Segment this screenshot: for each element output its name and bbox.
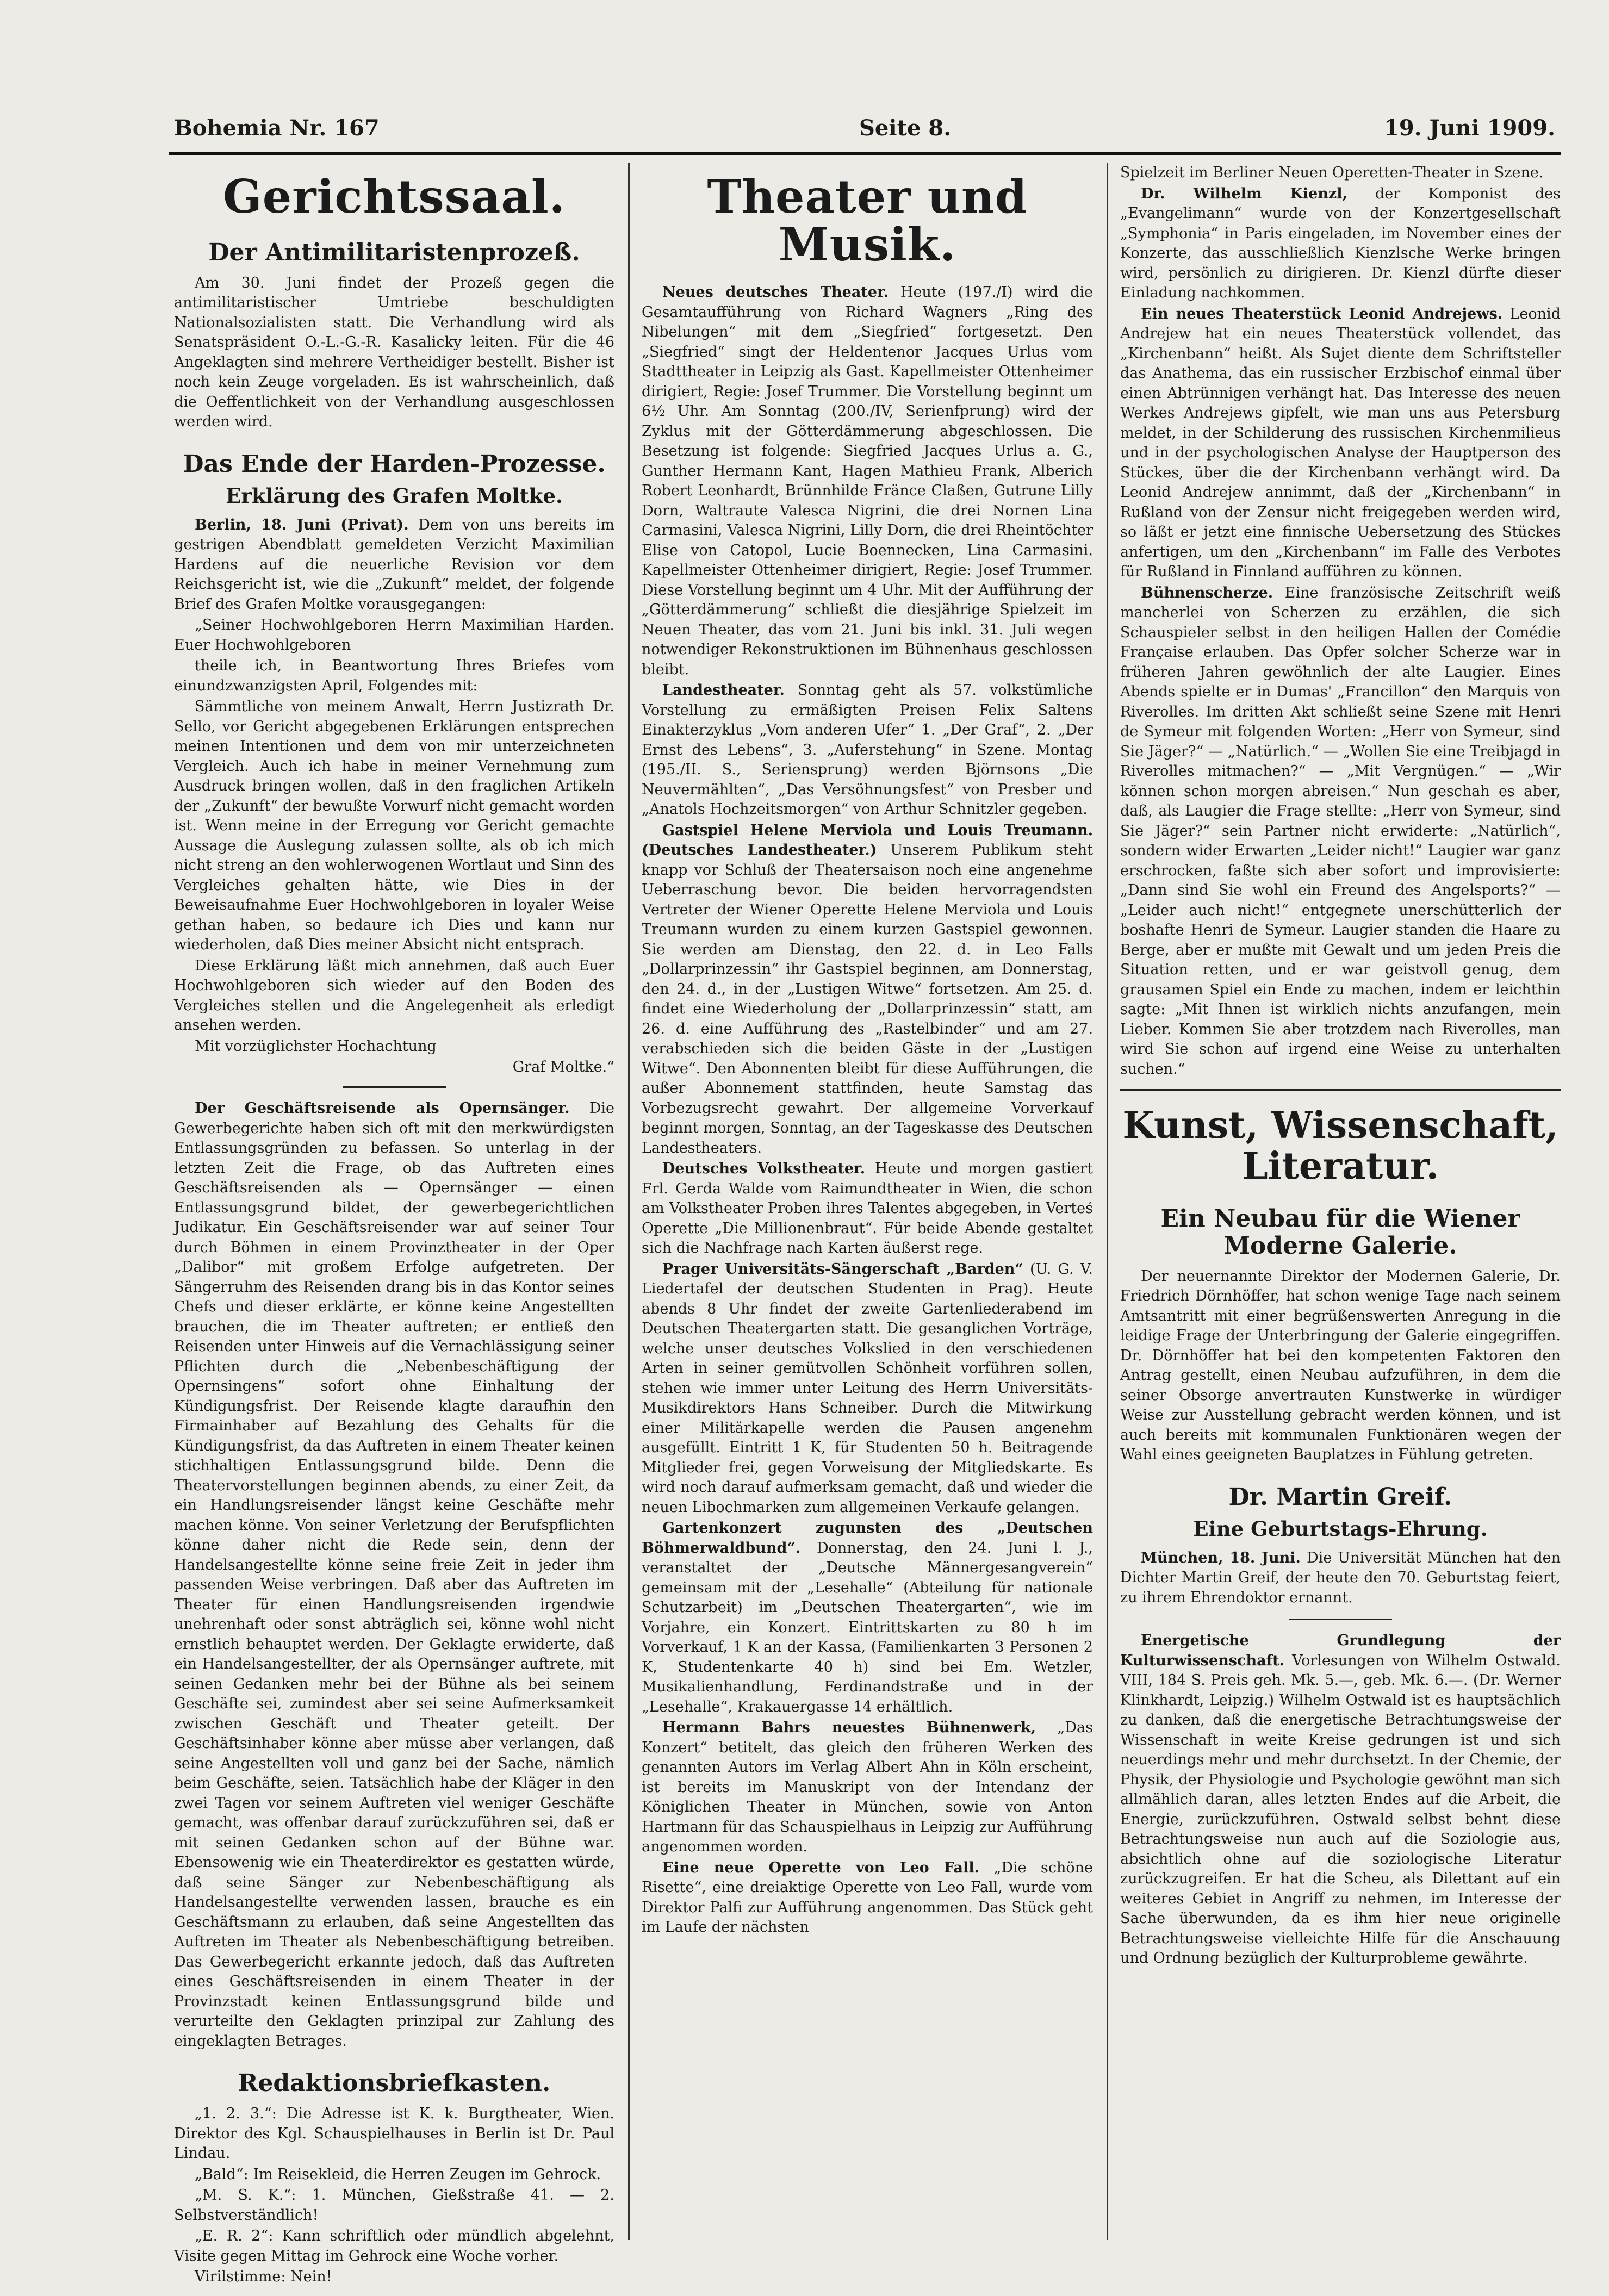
column-divider <box>1107 163 1108 2240</box>
article-title-greif: Dr. Martin Greif. <box>1228 1483 1452 1511</box>
article-paragraph: Neues deutsches Theater. Heute (197./I) wird die Gesamtaufführung von Richard Wagners „Ring des Nibelungen“ mit dem „Siegfried“ fortgesetzt. Den „Siegfried“ singt der Heldentenor Jacques Urlus vom Stadttheater in Leipzig als Gast. Kapellmeister Ottenheimer dirigiert, Regie: Josef Trummer. Die Vorstellung beginnt um 6½ Uhr. Am Sonntag (200./IV, Serienfprung) wird der Zyklus mit der Götterdämmerung abgeschlossen. Die Besetzung ist folgende: Siegfried Jacques Urlus a. G., Gunther Hermann Kant, Hagen Mathieu Frank, Alberich Robert Leonhardt, Brünnhilde Fränce Claßen, Gutrune Lilly Dorn, Waltraute Valesca Nigrini, die drei Nornen Lina Carmasini, Valesca Nigrini, Lilly Dorn, die drei Rheintöchter Elise von Catopol, Lucie Boennecken, Lina Carmasini. Kapellmeister Ottenheimer dirigiert, Regie: Josef Trummer. Diese Vorstellung beginnt um 4 Uhr. Mit der Aufführung der „Götterdämmerung“ schließt die diesjährige Spielzeit im Neuen Theater, das vom 21. Juni bis inkl. 31. Juli wegen notwendiger Rekonstruktionen im Bühnenhaus geschlossen bleibt. <box>642 284 1093 678</box>
column-gerichtssaal <box>174 163 614 2286</box>
letter-paragraph: Sämmtliche von meinem Anwalt, Herrn Justizrath Dr. Sello, vor Gericht abgegebenen Erklärungen entsprechen meinen Intentionen und dem von mir unterzeichneten Vergleich. Auch ich habe in meiner Vernehmung zum Ausdruck bringen wollen, daß in den fraglichen Artikeln der „Zukunft“ der bewußte Vorwurf nicht gemacht worden ist. Wenn meine in der Erregung vor Gericht gemachte Aussage die Auslegung zulassen sollte, als ob ich mich nicht streng an den wohlerwogenen Wortlaut und Sinn des Vergleiches gehalten hätte, wie Dies in der Beweisaufnahme Euer Hochwohlgeboren in loyaler Weise gethan haben, so bedaure ich Dies und kann nur wiederholen, daß Dies meiner Absicht nicht entsprach. <box>174 698 614 954</box>
article-paragraph: Der Geschäftsreisende als Opernsänger. Die Gewerbegerichte haben sich oft mit den merkwürdigsten Entlassungsgründen zu befassen. So unterlag in der letzten Zeit die Frage, ob das Auftreten eines Geschäftsreisenden als — Opernsänger — einen Entlassungsgrund bildet, der gewerbegerichtlichen Judikatur. Ein Geschäftsreisender war auf seiner Tour durch Böhmen in einem Provinztheater in der Oper „Dalibor“ mit großem Erfolge aufgetreten. Der Sängerruhm des Reisenden drang bis in das Kontor seines Chefs und dieser erklärte, er könne keine Angestellten brauchen, die im Theater auftreten; er entließ den Reisenden unter Hinweis auf die Vernachlässigung seiner Pflichten durch die „Nebenbeschäftigung der Opernsingens“ sofort ohne Einhaltung der Kündigungsfrist. Der Reisende klagte daraufhin den Firmainhaber auf Bezahlung des Gehalts für die Kündigungsfrist, da das Auftreten in einem Theater keinen stichhaltigen Entlassungsgrund bilde. Denn die Theatervorstellungen beginnen abends, zu einer Zeit, da ein Handlungsreisender längst keine Geschäfte mehr machen könne. Von seiner Verletzung der Berufspflichten könne daher nicht die Rede sein, denn der Handelsangestellte könne seine freie Zeit in jeder ihm passenden Weise verbringen. Daß aber das Auftreten im Theater für einen Handlungsreisenden irgendwie unehrenhaft oder sonst abträglich sei, könne wohl nicht ernstlich behauptet werden. Der Geklagte erwiderte, daß ein Handelsangestellter, der als Opernsänger auftrete, mit seinen Gedanken mehr bei der Bühne als bei seinem Geschäfte sei, zumindest aber sei seine Aufmerksamkeit zwischen Geschäft und Theater geteilt. Der Geschäftsinhaber könne aber müsse aber verlangen, daß seine Angestellten voll und ganz bei der Sache, nämlich beim Geschäfte, seien. Tatsächlich habe der Kläger in den zwei Tagen vor seinem Auftreten viel weniger Geschäfte gemacht, was offenbar darauf zurückzuführen sei, daß er mit seinen Gedanken schon auf der Bühne war. Ebensowenig wie ein Theaterdirektor es gestatten würde, daß seine Sänger zur Nebenbeschäftigung als Handelsangestellte verwenden lassen, brauche es ein Geschäftsmann zu erlauben, daß seine Angestellten das Auftreten im Theater als Nebenbeschäftigung betreiben. Das Gewerbegericht erkannte jedoch, daß das Auftreten eines Geschäftsreisenden in einem Theater in der Provinzstadt keinen Entlassungsgrund bilde und verurteilte den Geklagten prinzipal zur Zahlung des eingeklagten Betrages. <box>174 1100 614 2050</box>
masthead-publication: Bohemia Nr. 167 <box>174 115 380 141</box>
article-lead: Ein neues Theaterstück Leonid Andrejews. <box>1141 305 1503 322</box>
article-lead: Deutsches Volkstheater. <box>662 1160 866 1178</box>
section-title-kunst: Kunst, Wissenschaft, Literatur. <box>1120 1089 1561 1187</box>
article-paragraph: München, 18. Juni. Die Universität München hat den Dichter Martin Greif, der heute den 70. Geburtstag feiert, zu ihrem Ehrendoktor ernannt. <box>1120 1549 1561 1606</box>
article-paragraph: Landestheater. Sonntag geht als 57. volkstümliche Vorstellung zu ermäßigten Preisen Felix Saltens Einakterzyklus „Vom anderen Ufer“ 1. „Der Graf“, 2. „Der Ernst des Lebens“, 3. „Auferstehung“ in Szene. Montag (195./II. S., Seriensprung) werden Björnsons „Die Neuvermählten“, „Das Versöhnungsfest“ von Presber und „Anatols Hochzeitsmorgen“ von Arthur Schnitzler gegeben. <box>642 682 1093 818</box>
article-lead: Gartenkonzert zugunsten des „Deutschen Böhmerwaldbund“. <box>642 1520 1093 1557</box>
article-paragraph: Gartenkonzert zugunsten des „Deutschen Böhmerwaldbund“. Donnerstag, den 24. Juni l. J., veranstaltet der „Deutsche Männergesangverein“ gemeinsam mit der „Lesehalle“ (Abteilung für nationale Schutzarbeit) im „Deutschen Theatergarten“, wie im Vorjahre, ein Konzert. Eintrittskarten zu 80 h im Vorverkauf, 1 K an der Kassa, (Familienkarten 3 Personen 2 K, Studentenkarte 40 h) sind bei Em. Wetzler, Musikalienhandlung, Ferdinandstraße und in der „Lesehalle“, Krakauergasse 14 erhältlich. <box>642 1520 1093 1715</box>
article-paragraph: Ein neues Theaterstück Leonid Andrejews. Leonid Andrejew hat ein neues Theaterstück vollendet, das „Kirchenbann“ heißt. Als Sujet diente dem Schriftsteller das Anathema, das ein russischer Erzbischof einmal über einen Abtrünnigen verhängt hat. Das Interesse des neuen Werkes Andrejews gipfelt, wie man uns aus Petersburg meldet, in der Schilderung des russischen Kirchenmilieus und in der psychologischen Analyse der Hauptperson des Stückes, über die der Kirchenbann verhängt wird. Da Leonid Andrejew annimmt, daß der „Kirchenbann“ in Rußland von der Zensur nicht freigegeben werden wird, so läßt er jetzt eine finnische Uebersetzung des Stückes anfertigen, um den „Kirchenbann“ im Falle des Verbotes für Rußland in Finnland aufführen zu können. <box>1120 305 1561 580</box>
article-title-opernsaenger: Der Geschäftsreisende als Opernsänger. <box>195 1100 570 1117</box>
article-paragraph: Am 30. Juni findet der Prozeß gegen die antimilitaristischer Umtriebe beschuldigten Nationalsozialisten statt. Die Verhandlung wird als Senatspräsident O.-L.-G.-R. Kasalicky leiten. Für die 46 Angeklagten sind mehrere Vertheidiger bestellt. Bisher ist noch kein Zeuge vorgeladen. Es ist wahrscheinlich, daß die Oeffentlichkeit von der Verhandlung ausgeschlossen werden wird. <box>174 274 614 431</box>
briefkasten-entry: „Bald“: Im Reisekleid, die Herren Zeugen im Gehrock. <box>195 2166 601 2183</box>
letter-closing: Mit vorzüglichster Hochachtung <box>195 1037 437 1055</box>
article-paragraph: Deutsches Volkstheater. Heute und morgen gastiert Frl. Gerda Walde vom Raimundtheater in Wien, die schon am Volkstheater Proben ihres Talentes abgegeben, in Verteś Operette „Die Millionenbraut“. Für beide Abende gestaltet sich die Nachfrage nach Karten äußerst rege. <box>642 1160 1093 1257</box>
article-title-galerie: Ein Neubau für die Wiener Moderne Galerie. <box>1160 1204 1520 1260</box>
letter-salutation: „Seiner Hochwohlgeboren Herrn Maximilian Harden. Euer Hochwohlgeboren <box>174 617 614 654</box>
article-paragraph: Spielzeit im Berliner Neuen Operetten-Theater in Szene. <box>1120 164 1544 181</box>
article-subtitle-moltke: Erklärung des Grafen Moltke. <box>226 484 563 508</box>
article-paragraph: Hermann Bahrs neuestes Bühnenwerk, „Das Konzert“ betitelt, das gleich den früheren Werken des genannten Autors im Verlag Albert Ahn in Köln erscheint, ist bereits im Manuskript von der Intendanz der Königlichen Theater in München, sowie von Anton Hartmann für das Schauspielhaus in Leipzig zur Aufführung angenommen worden. <box>642 1719 1093 1856</box>
article-subtitle-greif: Eine Geburtstags-Ehrung. <box>1193 1517 1488 1541</box>
letter-paragraph: Diese Erklärung läßt mich annehmen, daß auch Euer Hochwohlgeboren sich wieder auf den Boden des Vergleiches stellen und die Angelegenheit als erledigt ansehen werden. <box>174 957 614 1034</box>
article-paragraph: Prager Universitäts-Sängerschaft „Barden“ (U. G. V. Liedertafel der deutschen Studenten in Prag). Heute abends 8 Uhr findet der zweite Gartenliederabend im Deutschen Theatergarten statt. Die gesanglichen Vorträge, welche unser deutsches Volkslied in den verschiedenen Arten in seiner gemütvollen Schönheit vorführen sollen, stehen wie immer unter Leitung des Herrn Universitäts-Musikdirektors Hans Schneiber. Durch die Mitwirkung einer Militärkapelle werden die Pausen angenehm ausgefüllt. Eintritt 1 K, für Studenten 50 h. Beitragende Mitglieder frei, gegen Vorweisung der Mitgliedskarte. Es wird noch darauf aufmerksam gemacht, daß und wieder die neuen Libochmarken zum allgemeinen Verkaufe gelangen. <box>642 1260 1093 1516</box>
article-paragraph: Der neuernannte Direktor der Modernen Galerie, Dr. Friedrich Dörnhöffer, hat schon wenige Tage nach seinem Amtsantritt mit einer begrüßenswerten Anregung in die leidige Frage der Unterbringung der Galerie eingegriffen. Dr. Dörnhöffer hat bei den kompetenten Faktoren den Antrag gestellt, einen Neubau aufzuführen, in dem die seiner Obsorge anvertrauten Kunstwerke in würdiger Weise zur Ausstellung gebracht werden können, und ist auch bereits mit kommunalen Funktionären wegen der Wahl eines geeigneten Bauplatzes in Fühlung getreten. <box>1120 1267 1561 1464</box>
article-title-briefkasten: Redaktionsbriefkasten. <box>238 2069 551 2098</box>
article-paragraph: Berlin, 18. Juni (Privat). Dem von uns bereits im gestrigen Abendblatt gemeldeten Verzicht Maximilian Hardens auf die neuerliche Revision vor dem Reichsgericht ist, wie die „Zukunft“ meldet, der folgende Brief des Grafen Moltke vorausgegangen: <box>174 516 614 613</box>
masthead <box>169 109 1561 152</box>
separator-rule <box>343 1086 446 1088</box>
letter-signature: Graf Moltke.“ <box>512 1059 614 1076</box>
masthead-date: 19. Juni 1909. <box>1384 115 1555 141</box>
masthead-rule <box>169 152 1561 155</box>
briefkasten-entry: „1. 2. 3.“: Die Adresse ist K. k. Burgtheater, Wien. Direktor des Kgl. Schauspielhauses in Berlin ist Dr. Paul Lindau. <box>174 2105 614 2162</box>
article-lead: Gastspiel Helene Merviola und Louis Treumann. (Deutsches Landestheater.) <box>642 822 1093 859</box>
dateline: München, 18. Juni. <box>1141 1549 1301 1566</box>
column-divider <box>628 163 630 2240</box>
masthead-page-number: Seite 8. <box>859 115 952 141</box>
article-lead: Prager Universitäts-Sängerschaft „Barden“ <box>662 1260 1023 1278</box>
article-lead: Energetische Grundlegung der Kulturwissenschaft. <box>1120 1632 1561 1669</box>
article-lead: Eine neue Operette von Leo Fall. <box>662 1859 979 1876</box>
briefkasten-entry: „M. S. K.“: 1. München, Gießstraße 41. — 2. Selbstverständlich! <box>174 2187 614 2224</box>
section-title-gerichtssaal: Gerichtssaal. <box>223 170 566 223</box>
dateline: Berlin, 18. Juni (Privat). <box>195 516 409 533</box>
article-paragraph: Dr. Wilhelm Kienzl, der Komponist des „Evangelimann“ wurde von der Konzertgesellschaft „Symphonia“ in Paris eingeladen, im November eines der Konzerte, das ausschließlich Kienzlsche Werke bringen wird, persönlich zu dirigieren. Dr. Kienzl dürfte dieser Einladung nachkommen. <box>1120 185 1561 301</box>
article-lead: Landestheater. <box>662 682 785 699</box>
article-paragraph: Bühnenscherze. Eine französische Zeitschrift weiß mancherlei von Scherzen zu erzählen, die sich Schauspieler selbst in den heiligen Hallen der Comédie Française erlauben. Das Opfer solcher Scherze war in früheren Jahren gewöhnlich der alte Laugier. Eines Abends spielte er in Dumas' „Francillon“ den Marquis von Riverolles. Im dritten Akt schließt seine Szene mit Henri de Symeur mit folgenden Worten: „Herr von Symeur, sind Sie Jäger?“ — „Natürlich.“ — „Wollen Sie eine Treibjagd in Riverolles mitmachen?“ — „Mit Vergnügen.“ — „Wir können schon morgen abreisen.“ Nun geschah es aber, daß, als Laugier die Frage stellte: „Herr von Symeur, sind Sie Jäger?“ sein Partner nicht erwiderte: „Natürlich“, sondern wider Erwarten „Leider nicht!“ Laugier war ganz erschrocken, faßte sich aber sofort und improvisierte: „Dann sind Sie wohl ein Freund des Angelsports?“ — „Leider auch nicht!“ entgegnete unerschütterlich der boshafte Henri de Symeur. Laugier standen die Haare zu Berge, aber er mußte mit Gewalt und um jeden Preis die Situation retten, und er war geistvoll genug, dem grausamen Spiel ein Ende zu machen, indem er leichthin sagte: „Mit Ihnen ist wirklich nichts anzufangen, mein Lieber. Kommen Sie aber trotzdem nach Riverolles, man wird Sie schon auf irgend eine Weise zu unterhalten suchen.“ <box>1120 584 1561 1078</box>
column-kunst <box>1120 163 1561 2247</box>
article-lead: Neues deutsches Theater. <box>662 284 889 301</box>
article-title-harden: Das Ende der Harden-Prozesse. <box>183 450 606 478</box>
briefkasten-entry: „E. R. 2“: Kann schriftlich oder mündlich abgelehnt, Visite gegen Mittag im Gehrock eine Woche vorher. <box>174 2227 614 2264</box>
article-lead: Dr. Wilhelm Kienzl, <box>1141 185 1347 202</box>
article-lead: Bühnenscherze. <box>1141 584 1273 601</box>
separator-rule <box>1289 1619 1392 1620</box>
briefkasten-entry: Virilstimme: Nein! <box>195 2268 332 2286</box>
article-paragraph: Gastspiel Helene Merviola und Louis Treumann. (Deutsches Landestheater.) Unserem Publikum steht knapp vor Schluß der Theatersaison noch eine angenehme Ueberraschung bevor. Die beiden hervorragendsten Vertreter der Wiener Operette Helene Merviola und Louis Treumann wurden zu einem kurzen Gastspiel gewonnen. Sie werden am Dienstag, den 22. d. in Leo Falls „Dollarprinzessin“ ihr Gastspiel beginnen, am Donnerstag, den 24. d., in der „Lustigen Witwe“ fortsetzen. Am 25. d. findet eine Wiederholung der „Dollarprinzessin“ statt, am 26. d. eine Aufführung des „Rastelbinder“ und am 27. verabschieden sich die beiden Gäste in der „Lustigen Witwe“. Den Abonnenten bleibt für diese Aufführungen, die außer Abonnement stattfinden, heute Samstag das Vorbezugsrecht gewahrt. Der allgemeine Vorverkauf beginnt morgen, Sonntag, an der Tageskasse des Deutschen Landestheaters. <box>642 822 1093 1156</box>
letter-paragraph: theile ich, in Beantwortung Ihres Briefes vom einundzwanzigsten April, Folgendes mit: <box>174 657 614 694</box>
article-lead: Hermann Bahrs neuestes Bühnenwerk, <box>662 1719 1036 1737</box>
article-title-antimilitaristen: Der Antimilitaristenprozeß. <box>208 239 580 267</box>
article-paragraph: Energetische Grundlegung der Kulturwissenschaft. Vorlesungen von Wilhelm Ostwald. VIII, 184 S. Preis geh. Mk. 5.—, geb. Mk. 6.—. (Dr. Werner Klinkhardt, Leipzig.) Wilhelm Ostwald ist es hauptsächlich zu danken, daß die energetische Betrachtungsweise der Wissenschaft in weite Kreise gedrungen ist und sich neuerdings mehr und mehr durchsetzt. In der Chemie, der Physik, der Physiologie und Psychologie gewöhnt man sich allmählich daran, alles letzten Endes auf die Arbeit, die Energie, zurückzuführen. Ostwald selbst behnt diese Betrachtungsweise nun auch auf die Soziologie aus, absichtlich ohne auf die soziologische Literatur zurückzugreifen. Er hat die Scheu, als Dilettant auf ein weiteres Gebiet in Angriff zu nehmen, im Interesse der Sache überwunden, da es ihm hier neue originelle Betrachtungsweise vielleichte Hilfe für die Anschauung und Ordnung bezüglich der Kulturprobleme gewährte. <box>1120 1632 1561 1967</box>
column-theater <box>642 163 1093 2247</box>
section-title-theater: Theater und Musik. <box>707 170 1028 272</box>
article-paragraph: Eine neue Operette von Leo Fall. „Die schöne Risette“, eine dreiaktige Operette von Leo Fall, wurde vom Direktor Palfi zur Aufführung angenommen. Das Stück geht im Laufe der nächsten <box>642 1859 1093 1936</box>
